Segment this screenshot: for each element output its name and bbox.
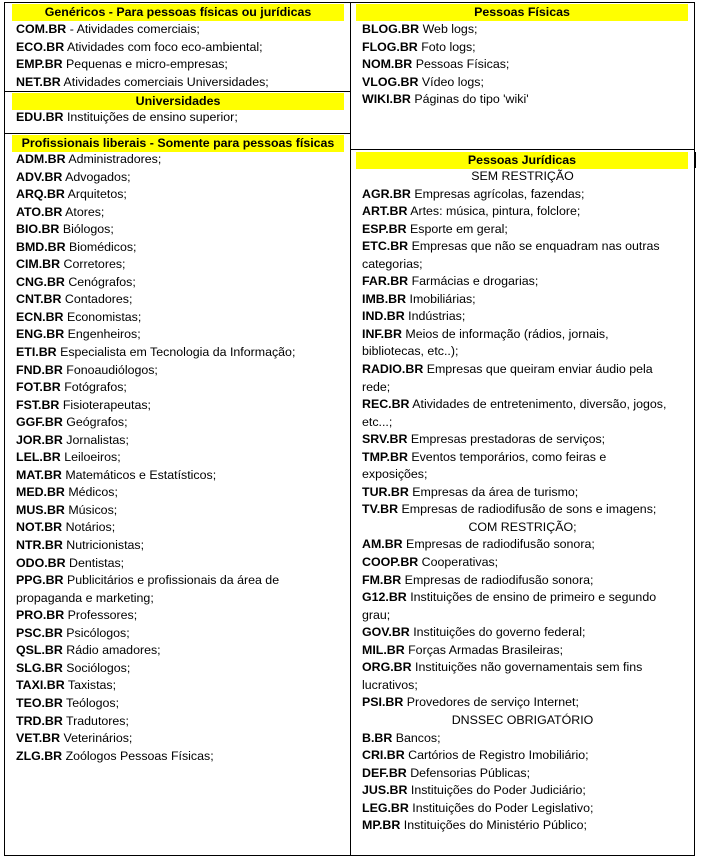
domain-description: Atividades com foco eco-ambiental; (64, 39, 263, 54)
domain-code: ECO.BR (16, 39, 65, 54)
domain-item (4, 109, 351, 127)
domain-item (350, 642, 695, 660)
domain-item (4, 362, 351, 380)
domain-code: COM.BR (16, 22, 67, 36)
domain-item-continuation (350, 379, 695, 397)
domain-item (350, 449, 695, 467)
domain-description: bibliotecas, etc..); (362, 344, 459, 359)
domain-item-continuation (350, 677, 695, 695)
domain-item (350, 536, 695, 554)
domain-item-continuation (350, 466, 695, 484)
domain-item (350, 74, 695, 92)
subsection-label: DNSSEC OBRIGATÓRIO (451, 712, 594, 727)
section-divider (350, 149, 695, 150)
domain-code: GOV.BR (362, 625, 410, 640)
domain-item (4, 74, 351, 92)
domain-item (4, 39, 351, 57)
domain-code: ETI.BR (16, 345, 57, 360)
domain-code: PRO.BR (16, 608, 65, 623)
domain-item (4, 344, 351, 362)
domain-item (4, 660, 351, 678)
domain-code: PSC.BR (16, 625, 63, 640)
domain-code: IMB.BR (362, 291, 407, 306)
domain-description: Provedores de serviço Internet; (403, 695, 579, 710)
domain-description: grau; (362, 607, 391, 622)
domain-description: Instituições do governo federal; (409, 625, 586, 640)
domain-description: Geógrafos; (62, 415, 128, 430)
domain-description: Arquitetos; (64, 187, 127, 202)
domain-code: LEG.BR (362, 800, 409, 815)
domain-description: Empresas que queiram enviar áudio pela (423, 362, 653, 377)
domain-code: REC.BR (362, 397, 410, 412)
domain-item (4, 414, 351, 432)
domain-item (4, 186, 351, 204)
domain-description: Empresas agrícolas, fazendas; (410, 186, 585, 201)
domain-description: Instituições de ensino superior; (63, 110, 238, 124)
domain-description: Empresas que não se enquadram nas outras (408, 239, 660, 254)
subsection-label: COM RESTRIÇÃO; (468, 519, 577, 534)
domain-code: BMD.BR (16, 239, 66, 254)
domain-code: CNT.BR (16, 292, 62, 307)
domain-description: Especialista em Tecnologia da Informação; (56, 345, 296, 360)
domain-item (350, 56, 695, 74)
domain-description: Instituições do Poder Legislativo; (408, 800, 594, 815)
domain-code: JUS.BR (362, 783, 408, 798)
domain-description: propaganda e marketing; (16, 590, 154, 605)
domain-description: Empresas de radiodifusão sonora; (401, 572, 594, 587)
domain-code: AGR.BR (362, 186, 411, 201)
domain-description: exposições; (362, 467, 428, 482)
domain-code: ADM.BR (16, 152, 66, 166)
domain-code: NOT.BR (16, 520, 63, 535)
domain-code: GGF.BR (16, 415, 63, 430)
header-pessoas-juridicas: Pessoas Jurídicas (356, 152, 688, 169)
domain-item (350, 501, 695, 519)
domain-description: Pessoas Físicas; (412, 57, 510, 72)
domain-code: DEF.BR (362, 765, 407, 780)
domain-code: LEL.BR (16, 450, 61, 465)
domain-item (4, 467, 351, 485)
domain-item (350, 431, 695, 449)
domain-description: Tradutores; (62, 713, 129, 728)
domain-item (4, 730, 351, 748)
domain-item (350, 589, 695, 607)
domain-description: Cenógrafos; (64, 274, 136, 289)
domain-description: Pequenas e micro-empresas; (62, 57, 228, 72)
domain-item (350, 817, 695, 835)
domain-item-continuation (350, 414, 695, 432)
domain-item (4, 607, 351, 625)
domain-item (4, 748, 351, 766)
domain-code: ETC.BR (362, 239, 409, 254)
domain-code: NET.BR (16, 74, 61, 89)
domain-item-continuation (350, 607, 695, 625)
domain-description: Meios de informação (rádios, jornais, (401, 326, 609, 341)
domain-item (350, 782, 695, 800)
domain-description: Administradores; (65, 152, 162, 166)
domain-item (350, 554, 695, 572)
domain-code: NOM.BR (362, 57, 413, 72)
domain-item (4, 309, 351, 327)
domain-description: Médicos; (64, 485, 118, 500)
domain-code: ESP.BR (362, 221, 407, 236)
domain-description: Músicos; (64, 502, 118, 517)
domain-item (4, 537, 351, 555)
domain-description: - Atividades comerciais; (66, 22, 200, 36)
domain-code: QSL.BR (16, 643, 63, 658)
domain-description: Advogados; (62, 169, 131, 184)
domain-description: Atividades de entretenimento, diversão, jogos, (409, 397, 667, 412)
domain-code: FOT.BR (16, 380, 61, 395)
domain-description: Instituições de ensino de primeiro e segundo (406, 590, 657, 605)
domain-code: IND.BR (362, 309, 405, 324)
domain-description: etc...; (362, 414, 393, 429)
section-divider (4, 133, 351, 134)
domain-description: Professores; (64, 608, 138, 623)
domain-description: Empresas de radiodifusão de sons e imagens; (398, 502, 657, 517)
domain-description: Atividades comerciais Universidades; (60, 74, 269, 89)
domain-description: Forças Armadas Brasileiras; (404, 642, 564, 657)
domain-item (350, 39, 695, 57)
domain-item (350, 361, 695, 379)
domain-item (4, 449, 351, 467)
domain-code: JOR.BR (16, 432, 63, 447)
domain-code: TUR.BR (362, 484, 409, 499)
domain-item (350, 765, 695, 783)
domain-code: VET.BR (16, 731, 61, 746)
domain-item-continuation (350, 256, 695, 274)
domain-code: BIO.BR (16, 222, 60, 237)
domain-code: FLOG.BR (362, 39, 418, 54)
domain-code: TMP.BR (362, 449, 408, 464)
domain-description: Nutricionistas; (62, 538, 145, 553)
domain-description: Rádio amadores; (62, 643, 161, 658)
domain-item (4, 379, 351, 397)
domain-item (4, 677, 351, 695)
domain-code: PPG.BR (16, 573, 64, 588)
domain-code: FAR.BR (362, 274, 409, 289)
domain-description: Teólogos; (62, 695, 120, 710)
domain-item (4, 572, 351, 590)
domain-code: NTR.BR (16, 538, 63, 553)
domain-code: CIM.BR (16, 257, 61, 272)
domain-code: G12.BR (362, 590, 407, 605)
domain-code: ATO.BR (16, 204, 63, 219)
domain-item (4, 256, 351, 274)
header-universidades: Universidades (12, 93, 344, 110)
domain-description: Contadores; (61, 292, 133, 307)
domain-code: ARQ.BR (16, 187, 65, 202)
domain-code: BLOG.BR (362, 22, 420, 36)
domain-item (350, 203, 695, 221)
domain-description: Cooperativas; (418, 555, 499, 570)
domain-item (350, 326, 695, 344)
domain-code: ZLG.BR (16, 748, 63, 763)
domain-code: VLOG.BR (362, 74, 419, 89)
header-genericos: Genéricos - Para pessoas físicas ou jurídicas (12, 4, 344, 21)
domain-description: Atores; (62, 204, 105, 219)
domain-item (350, 308, 695, 326)
domain-item (350, 291, 695, 309)
domain-description: Engenheiros; (64, 327, 141, 342)
domain-code: FST.BR (16, 397, 60, 412)
domain-item (4, 21, 351, 39)
list-pessoas-juridicas (350, 168, 695, 835)
domain-description: Dentistas; (65, 555, 125, 570)
domain-description: Eventos temporários, como feiras e (407, 449, 607, 464)
domain-code: FND.BR (16, 362, 63, 377)
domain-item (350, 800, 695, 818)
domain-code: TV.BR (362, 502, 399, 517)
domain-item (4, 397, 351, 415)
list-genericos (4, 21, 351, 91)
domain-code: ADV.BR (16, 169, 63, 184)
domain-code: EDU.BR (16, 110, 64, 124)
domain-code: TAXI.BR (16, 678, 65, 693)
domain-item (350, 186, 695, 204)
domain-code: FM.BR (362, 572, 402, 587)
domain-description: Psicólogos; (62, 625, 130, 640)
domain-code: ODO.BR (16, 555, 66, 570)
list-universidades (4, 109, 351, 127)
domain-code: PSI.BR (362, 695, 404, 710)
domain-code: RADIO.BR (362, 362, 424, 377)
domain-code: B.BR (362, 730, 393, 745)
domain-description: Zoólogos Pessoas Físicas; (62, 748, 214, 763)
domain-item (4, 555, 351, 573)
domain-description: Defensorias Públicas; (406, 765, 531, 780)
domain-description: Jornalistas; (62, 432, 129, 447)
domain-item (4, 291, 351, 309)
domain-description: rede; (362, 379, 391, 394)
domain-item (4, 484, 351, 502)
domain-item (4, 625, 351, 643)
domain-description: Veterinários; (60, 731, 133, 746)
domain-description: Fonoaudiólogos; (62, 362, 158, 377)
subsection-label: SEM RESTRIÇÃO (471, 169, 574, 183)
domain-description: Web logs; (419, 22, 478, 36)
domain-description: Instituições não governamentais sem fins (411, 660, 643, 675)
domain-code: INF.BR (362, 326, 402, 341)
domain-item (350, 91, 695, 109)
text-cursor (695, 152, 696, 168)
domain-description: Indústrias; (404, 309, 466, 324)
domain-item-continuation (4, 590, 351, 608)
domain-item (350, 747, 695, 765)
domain-code: MP.BR (362, 818, 401, 833)
domain-code: TRD.BR (16, 713, 63, 728)
domain-code: CNG.BR (16, 274, 65, 289)
domain-description: lucrativos; (362, 677, 418, 692)
domain-item (4, 713, 351, 731)
domain-item (4, 169, 351, 187)
domain-description: Biólogos; (59, 222, 114, 237)
domain-item (4, 326, 351, 344)
domain-description: Matemáticos e Estatísticos; (61, 467, 217, 482)
domain-item (350, 659, 695, 677)
domain-code: EMP.BR (16, 57, 63, 72)
domain-code: SLG.BR (16, 660, 63, 675)
domain-code: COOP.BR (362, 555, 419, 570)
domain-code: MED.BR (16, 485, 65, 500)
domain-item (350, 730, 695, 748)
domain-code: ENG.BR (16, 327, 65, 342)
domain-code: AM.BR (362, 537, 403, 552)
domain-description: Empresas da área de turismo; (408, 484, 579, 499)
domain-item (4, 204, 351, 222)
domain-description: Farmácias e drogarias; (408, 274, 539, 289)
domain-description: Economistas; (63, 309, 142, 324)
list-profissionais (4, 151, 351, 765)
domain-description: Imobiliárias; (406, 291, 476, 306)
domain-code: ART.BR (362, 204, 408, 219)
domain-item (350, 221, 695, 239)
domain-description: Cartórios de Registro Imobiliário; (404, 748, 589, 763)
domain-item (350, 484, 695, 502)
header-profissionais: Profissionais liberais - Somente para pessoas físicas (12, 135, 344, 152)
domain-item (350, 273, 695, 291)
domain-code: SRV.BR (362, 432, 408, 447)
domain-item (4, 151, 351, 169)
domain-code: MUS.BR (16, 502, 65, 517)
domain-item-continuation (350, 343, 695, 361)
domain-code: ECN.BR (16, 309, 64, 324)
domain-item (350, 694, 695, 712)
domain-item (4, 274, 351, 292)
domain-description: Fotógrafos; (60, 380, 127, 395)
domain-item (4, 56, 351, 74)
domain-item (4, 239, 351, 257)
domain-description: Empresas prestadoras de serviços; (407, 432, 606, 447)
domain-code: MIL.BR (362, 642, 405, 657)
domain-description: Publicitários e profissionais da área de (63, 573, 280, 588)
domain-description: Biomédicos; (65, 239, 137, 254)
domain-description: Sociólogos; (62, 660, 131, 675)
domain-description: Páginas do tipo 'wiki' (410, 92, 529, 107)
domain-description: Fisioterapeutas; (59, 397, 151, 412)
domain-code: TEO.BR (16, 695, 63, 710)
domain-description: Vídeo logs; (418, 74, 484, 89)
domain-description: Corretores; (60, 257, 126, 272)
domain-description: Esporte em geral; (406, 221, 508, 236)
domain-description: Empresas de radiodifusão sonora; (402, 537, 595, 552)
domain-item (350, 624, 695, 642)
domain-item (4, 695, 351, 713)
domain-item (4, 642, 351, 660)
domain-item (350, 572, 695, 590)
domain-description: Taxistas; (64, 678, 117, 693)
domain-description: Leiloeiros; (60, 450, 121, 465)
domain-description: Instituições do Poder Judiciário; (407, 783, 586, 798)
domain-code: WIKI.BR (362, 92, 411, 107)
domain-description: Artes: música, pintura, folclore; (407, 204, 581, 219)
domain-item (350, 21, 695, 39)
domain-item (350, 396, 695, 414)
domain-item (4, 221, 351, 239)
domain-description: Notários; (62, 520, 116, 535)
domain-description: Instituições do Ministério Público; (400, 818, 587, 833)
domain-code: ORG.BR (362, 660, 412, 675)
header-pessoas-fisicas: Pessoas Físicas (356, 4, 688, 21)
domain-item (4, 432, 351, 450)
domain-description: Foto logs; (417, 39, 476, 54)
domain-description: Bancos; (392, 730, 441, 745)
domain-code: MAT.BR (16, 467, 62, 482)
domain-item (4, 502, 351, 520)
domain-item (350, 238, 695, 256)
domain-item (4, 519, 351, 537)
domain-description: categorias; (362, 256, 423, 271)
list-pessoas-fisicas (350, 21, 695, 109)
domain-code: CRI.BR (362, 748, 405, 763)
